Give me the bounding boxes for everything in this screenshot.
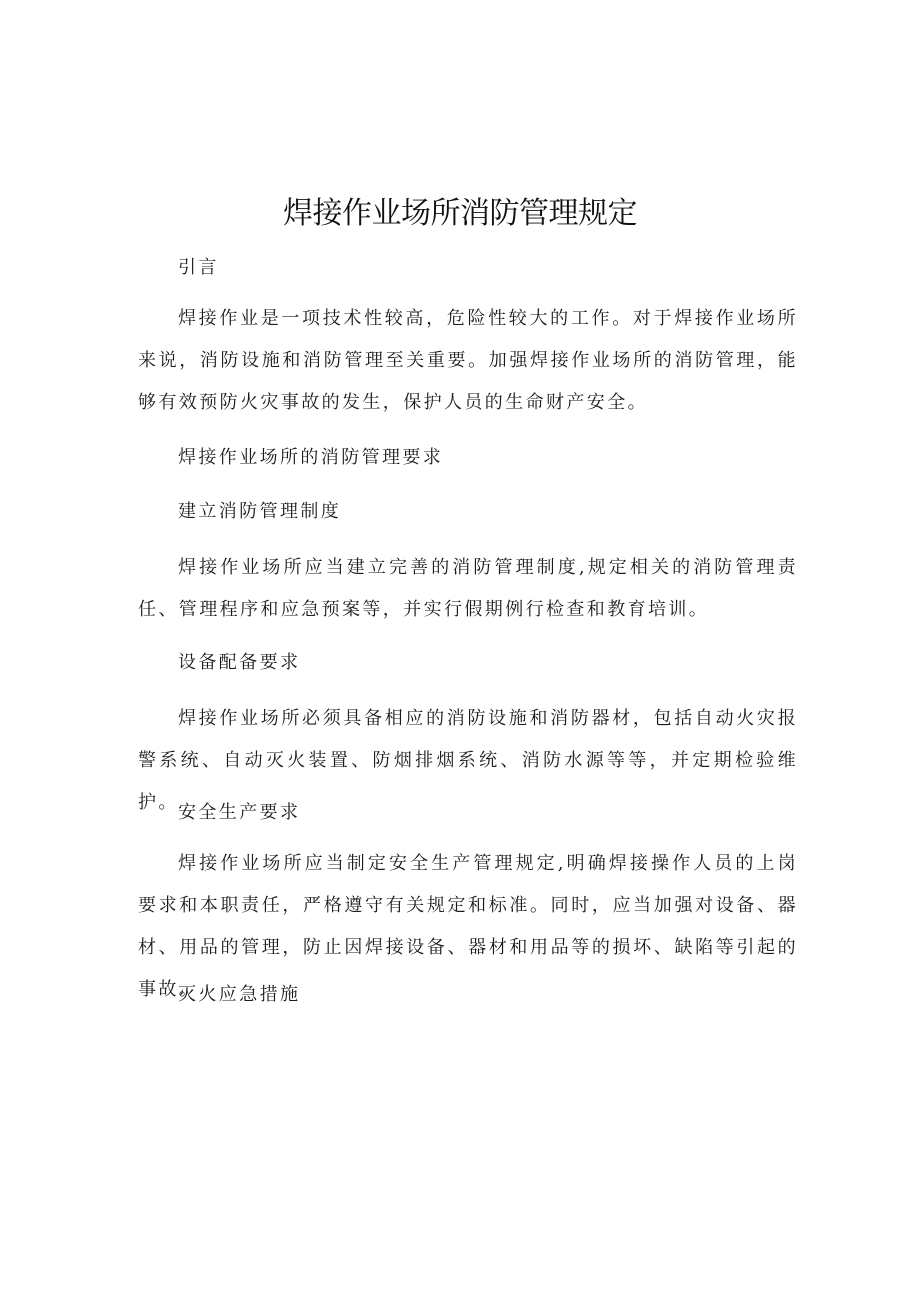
paragraph-management-system: 焊接作业场所应当建立完善的消防管理制度,规定相关的消防管理责任、管理程序和应急预案等，并实行假期例行检查和教育培训。: [138, 557, 798, 620]
document-title: 焊接作业场所消防管理规定: [283, 196, 637, 231]
paragraph-introduction: 焊接作业是一项技术性较高，危险性较大的工作。对于焊接作业场所来说，消防设施和消防管理至关重要。加强焊接作业场所的消防管理，能够有效预防火灾事故的发生，保护人员的生命财产安全。: [138, 308, 798, 413]
paragraph-equipment: 焊接作业场所必须具备相应的消防设施和消防器材，包括自动火灾报警系统、自动灭火装置、防烟排烟系统、消防水源等等，并定期检验维护。: [138, 708, 798, 813]
section-heading-management-system: 建立消防管理制度: [178, 501, 342, 522]
paragraph-safety-production: 焊接作业场所应当制定安全生产管理规定,明确焊接操作人员的上岗要求和本职责任，严格遵守有关规定和标准。同时，应当加强对设备、器材、用品的管理，防止因焊接设备、器材和用品等的损坏、缺陷等引起的事故。: [138, 853, 798, 1000]
section-heading-introduction: 引言: [178, 257, 219, 278]
section-heading-safety-production: 安全生产要求: [178, 802, 301, 823]
section-heading-fire-emergency: 灭火应急措施: [178, 984, 301, 1005]
section-heading-equipment: 设备配备要求: [178, 652, 301, 673]
section-heading-requirements: 焊接作业场所的消防管理要求: [178, 447, 444, 468]
